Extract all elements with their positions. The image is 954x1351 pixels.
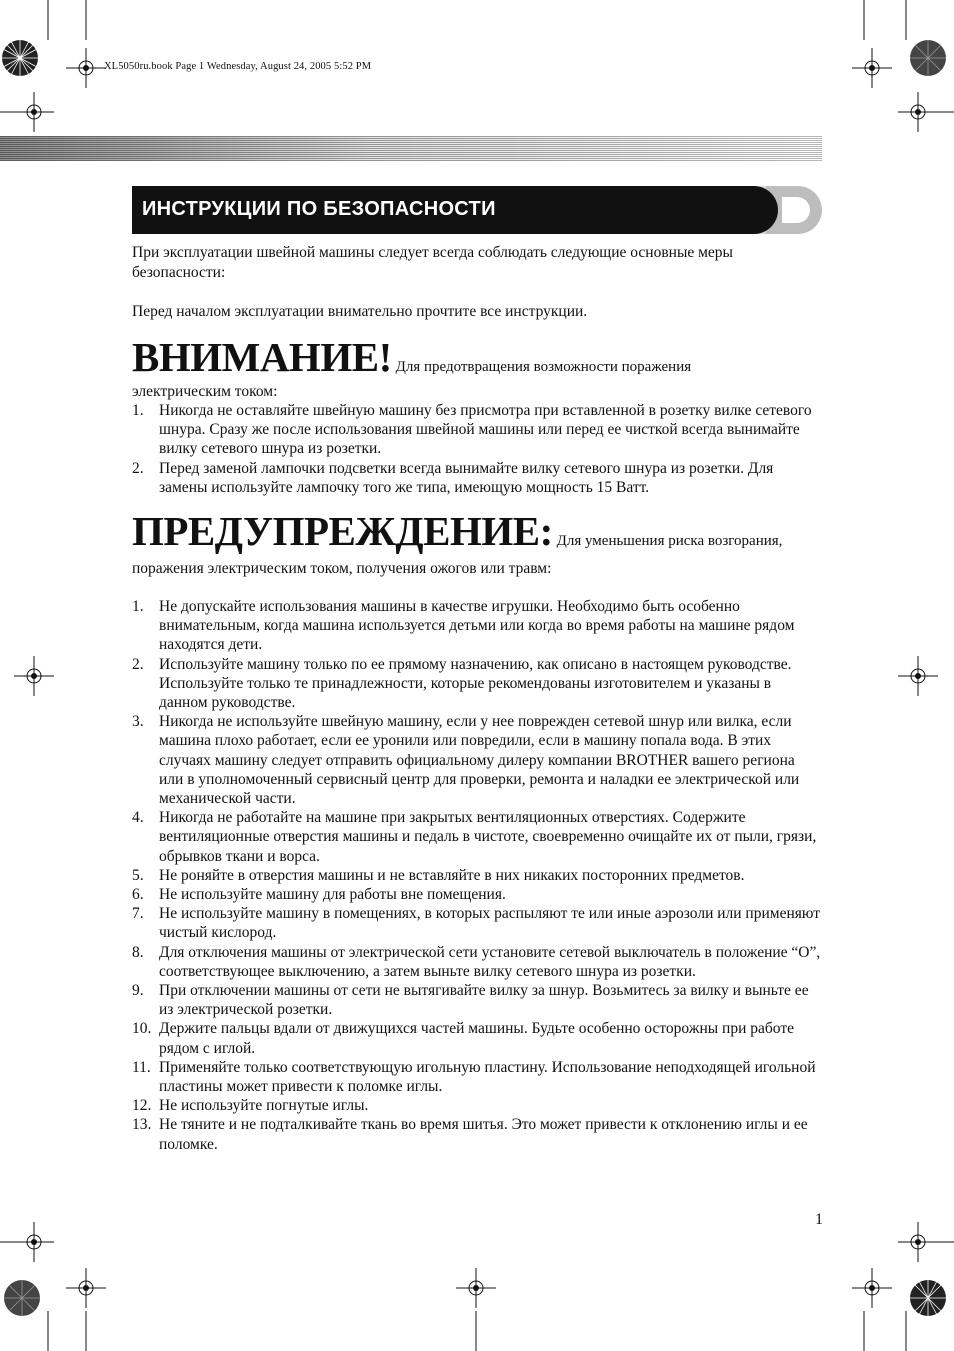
warning-subtitle-cont: электрическим током:: [132, 383, 278, 400]
list-item-text: Никогда не используйте швейную машину, если у нее поврежден сетевой шнур или вилка, если машина плохо работает, если ее уронили или повредили, если в машину попала вода. В этих случаях машину следует отправить официальному дилеру компании BROTHER вашего региона или в уполномоченный сервисный центр для проверки, ремонта и наладки ее электрической или механической части.: [159, 713, 800, 808]
list-item: [132, 401, 822, 459]
banner-ring-core: [782, 197, 810, 223]
list-item: [132, 655, 822, 713]
caution-list: [132, 597, 822, 1154]
list-item-text: Никогда не работайте на машине при закрытых вентиляционных отверстиях. Содержите вентиляционные отверстия машины и педаль в чистоте, своевременно очищайте их от пыли, грязи, обрывков ткани и ворса.: [159, 809, 817, 865]
list-item-number: 4.: [132, 809, 144, 827]
warning-subtitle: Для предотвращения возможности поражения: [395, 359, 692, 375]
list-item-text: Не роняйте в отверстия машины и не вставляйте в них никаких посторонних предметов.: [159, 866, 745, 884]
list-item-number: 6.: [132, 886, 144, 904]
list-item-text: Применяйте только соответствующую игольную пластину. Использование неподходящей игольной пластины может привести к поломке иглы.: [159, 1058, 816, 1096]
list-item-number: 3.: [132, 713, 144, 731]
list-item: [132, 1019, 822, 1057]
list-item-text: При отключении машины от сети не вытягивайте вилку за шнур. Возьмитесь за вилку и выньте ее из электрической розетки.: [159, 982, 809, 1019]
list-item: [132, 1096, 822, 1115]
warning-heading-block: [132, 334, 822, 380]
list-item: [132, 981, 822, 1019]
intro-paragraph: При эксплуатации швейной машины следует всегда соблюдать следующие основные меры безопасности:: [132, 244, 733, 281]
section-banner: [132, 186, 778, 234]
list-item-text: Никогда не оставляйте швейную машину без присмотра при вставленной в розетку вилке сетевого шнура. Сразу же после использования швейной машины или перед ее чисткой всегда вынимайте вилку сетевого шнура из розетки.: [159, 402, 812, 458]
list-item-number: 11.: [132, 1058, 151, 1076]
list-item-text: Не используйте машину для работы вне помещения.: [159, 886, 506, 904]
list-item: [132, 712, 822, 808]
caution-subtitle-cont: поражения электрическим током, получения ожогов или травм:: [132, 560, 552, 577]
list-item-number: 2.: [132, 459, 144, 477]
list-item-text: Держите пальцы вдали от движущихся частей машины. Будьте особенно осторожны при работе рядом с иглой.: [159, 1020, 794, 1057]
list-item-number: 7.: [132, 905, 144, 923]
page-number: 1: [815, 1211, 823, 1228]
list-item-number: 8.: [132, 943, 144, 961]
list-item: [132, 808, 822, 866]
print-info: XL5050ru.book Page 1 Wednesday, August 24, 2005 5:52 PM: [104, 61, 372, 72]
list-item-number: 1.: [132, 402, 144, 419]
list-item-text: Не используйте погнутые иглы.: [159, 1097, 369, 1115]
caution-heading-block: [132, 508, 822, 554]
list-item-text: Не используйте машину в помещениях, в которых распыляют те или иные аэрозоли или применяют чистый кислород.: [159, 905, 821, 942]
caution-heading: ПРЕДУПРЕЖДЕНИЕ:: [132, 508, 553, 554]
list-item: [132, 866, 822, 885]
header-stripe: [0, 136, 822, 161]
list-item-number: 9.: [132, 982, 144, 1000]
list-item-text: Не тяните и не подталкивайте ткань во время шитья. Это может привести к отклонению иглы и ее поломке.: [159, 1116, 808, 1153]
list-item: [132, 597, 822, 655]
list-item-number: 1.: [132, 598, 144, 615]
list-item-number: 10.: [132, 1020, 152, 1038]
list-item: [132, 943, 822, 981]
caution-subtitle: Для уменьшения риска возгорания,: [556, 533, 783, 549]
list-item-number: 5.: [132, 866, 144, 884]
list-item-text: Используйте машину только по ее прямому назначению, как описано в настоящем руководстве. Используйте только те принадлежности, которые рекомендованы изготовителем и указаны в данном руководстве.: [159, 655, 792, 712]
list-item-number: 2.: [132, 655, 144, 673]
section-title: ИНСТРУКЦИИ ПО БЕЗОПАСНОСТИ: [142, 198, 496, 220]
list-item: [132, 904, 822, 942]
list-item-text: Не допускайте использования машины в качестве игрушки. Необходимо быть особенно внимательным, когда машина используется детьми или когда во время работы на машине рядом находятся дети.: [159, 598, 795, 654]
list-item-text: Перед заменой лампочки подсветки всегда вынимайте вилку сетевого шнура из розетки. Для замены используйте лампочку того же типа, имеющую мощность 15 Ватт.: [159, 459, 774, 496]
list-item-text: Для отключения машины от электрической сети установите сетевой выключатель в положение “О”, соответствующее выключению, а затем выньте вилку сетевого шнура из розетки.: [159, 943, 821, 980]
intro-instruction: Перед началом эксплуатации внимательно прочтите все инструкции.: [132, 303, 588, 320]
list-item: [132, 459, 822, 497]
list-item: [132, 1058, 822, 1096]
list-item: [132, 1115, 822, 1153]
list-item-number: 13.: [132, 1116, 152, 1134]
warning-list: [132, 401, 822, 497]
list-item: [132, 885, 822, 904]
list-item-number: 12.: [132, 1097, 152, 1115]
warning-heading: ВНИМАНИЕ!: [132, 334, 392, 380]
